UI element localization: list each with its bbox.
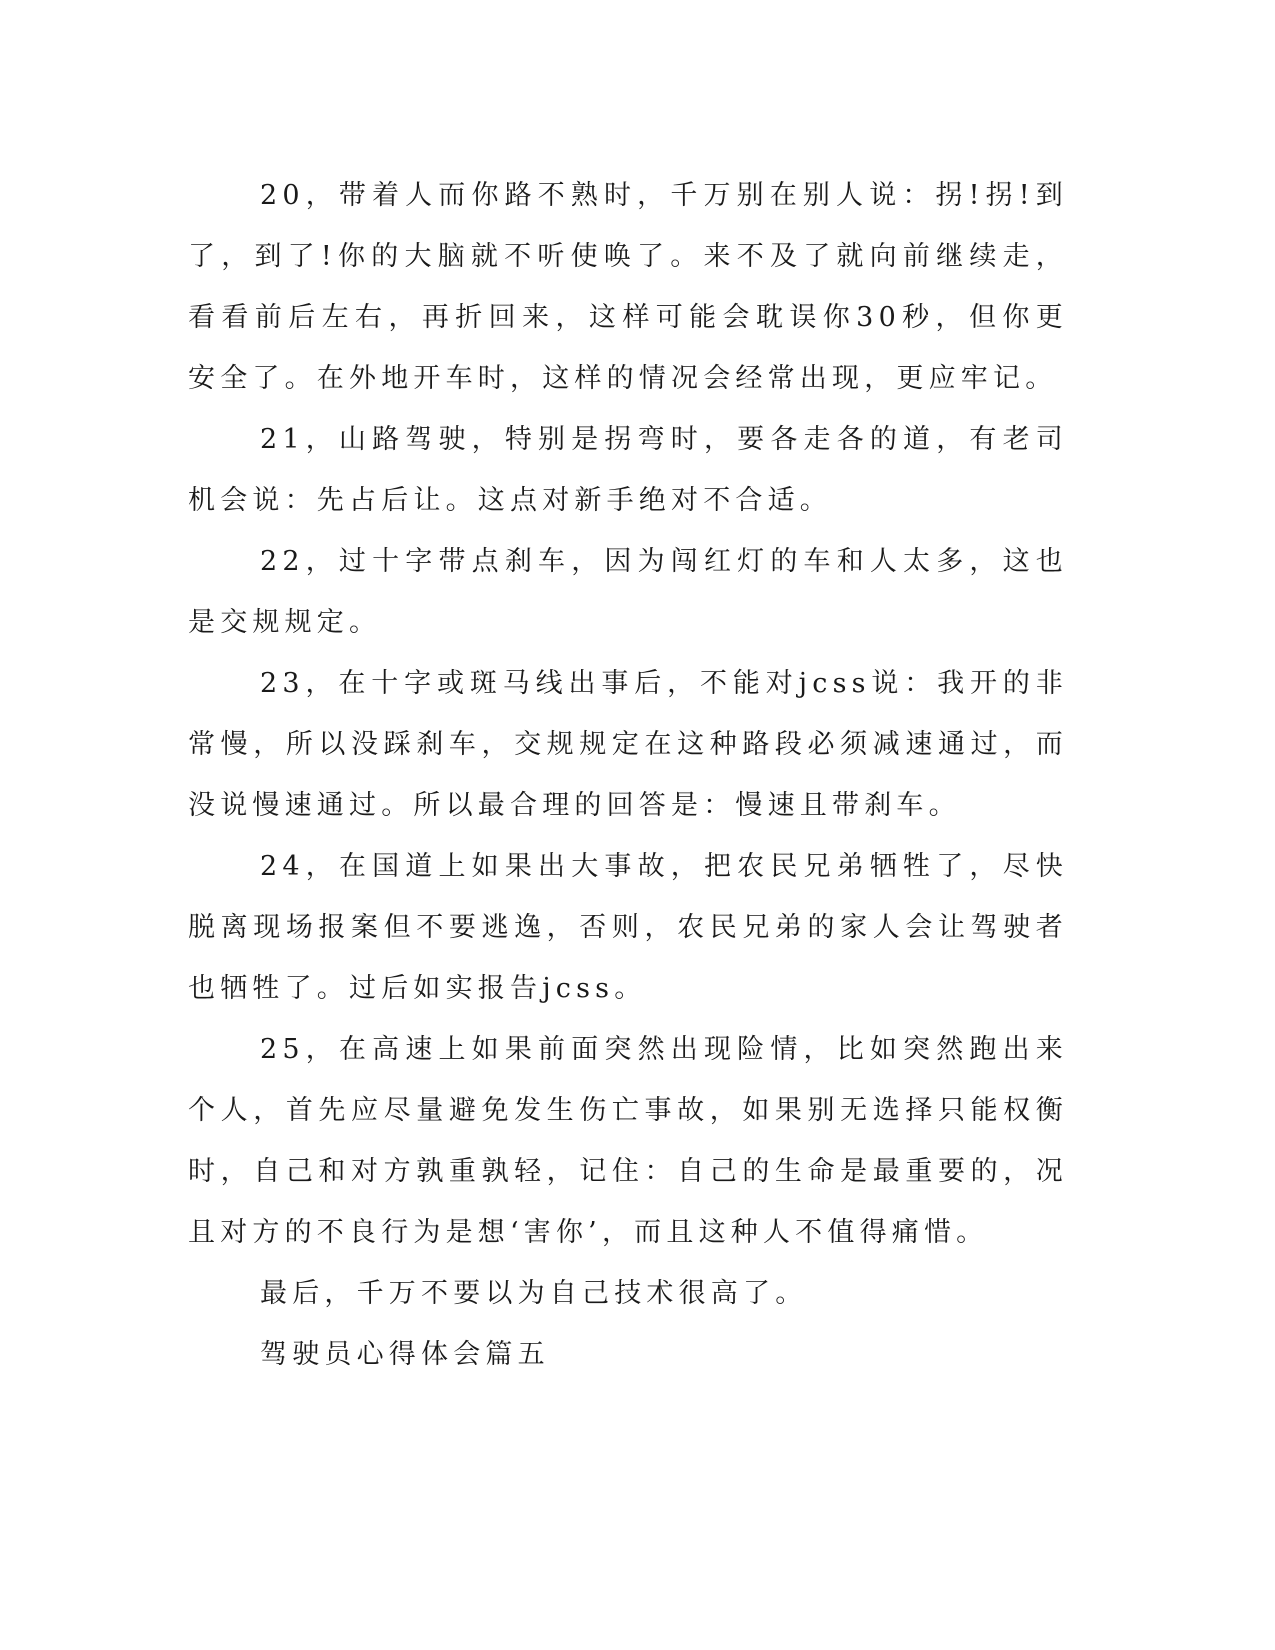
paragraph-20: 20，带着人而你路不熟时，千万别在别人说：拐!拐!到了，到了!你的大脑就不听使唤了。来不及了就向前继续走，看看前后左右，再折回来，这样可能会耽误你30秒，但你更安全了。在外地开车时，这样的情况会经常出现，更应牢记。 [188,180,1068,394]
paragraph-24: 24，在国道上如果出大事故，把农民兄弟牺牲了，尽快脱离现场报案但不要逃逸，否则，农民兄弟的家人会让驾驶者也牺牲了。过后如实报告jcss。 [188,851,1068,1004]
paragraph-25: 25，在高速上如果前面突然出现险情，比如突然跑出来个人，首先应尽量避免发生伤亡事故，如果别无选择只能权衡时，自己和对方孰重孰轻，记住：自己的生命是最重要的，况且对方的不良行为是想‘害你’，而且这种人不值得痛惜。 [188,1034,1068,1248]
paragraph-final-note: 最后，千万不要以为自己技术很高了。 [260,1278,808,1309]
paragraph-22: 22，过十字带点刹车，因为闯红灯的车和人太多，这也是交规规定。 [188,546,1068,638]
section-heading: 驾驶员心得体会篇五 [260,1339,550,1370]
document-body [188,165,1068,1385]
paragraph-23: 23，在十字或斑马线出事后，不能对jcss说：我开的非常慢，所以没踩刹车，交规规定在这种路段必须减速通过，而没说慢速通过。所以最合理的回答是：慢速且带刹车。 [188,668,1068,821]
paragraph-21: 21，山路驾驶，特别是拐弯时，要各走各的道，有老司机会说：先占后让。这点对新手绝对不合适。 [188,424,1068,516]
